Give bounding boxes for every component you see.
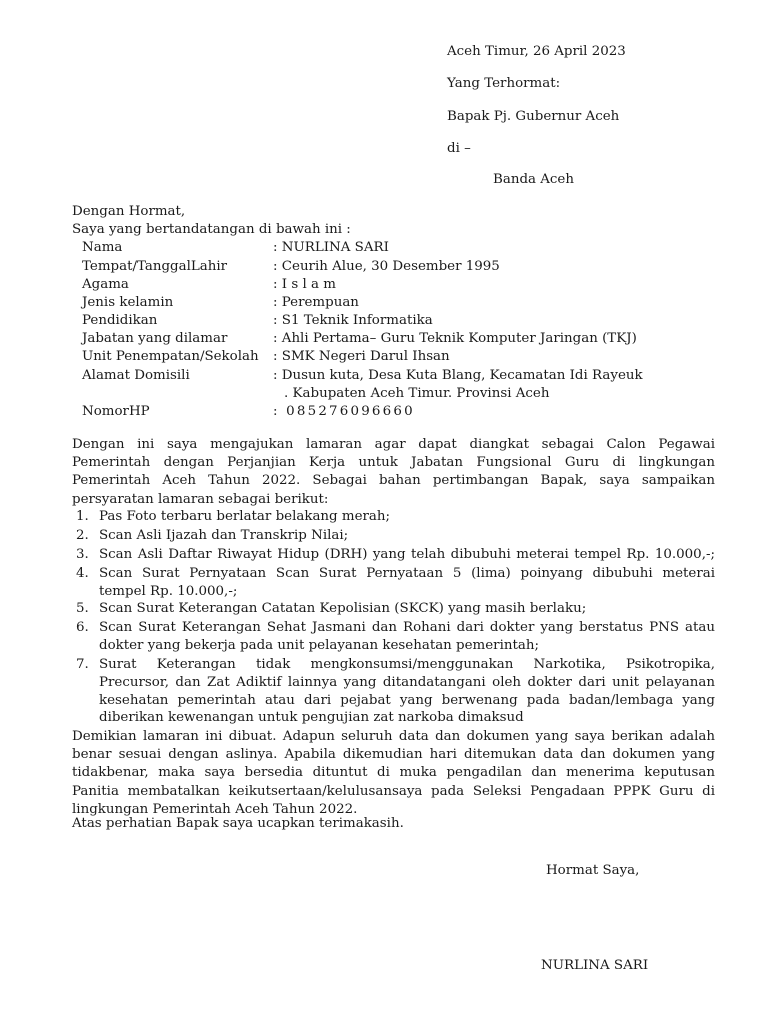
closing-line: benar sesuai dengan aslinya. Apabila dikemudian hari ditemukan data dan dokumen yang bbox=[72, 747, 715, 763]
list-number: 5. bbox=[76, 601, 89, 616]
list-number: 7. bbox=[76, 657, 89, 672]
intro-line: Saya yang bertandatangan di bawah ini : bbox=[72, 222, 351, 237]
list-text: Surat Keterangan tidak mengkonsumsi/menggunakan Narkotika, Psikotropika, Precursor, dan Zat Adiktif lainnya yang ditandatangani oleh dokter dari unit pelayanan kesehatan pemerintah atau dari pejabat yang berwenang pada badan/lembaga yang diberikan kewenangan untuk pengujian zat narkoba dimaksud bbox=[99, 657, 715, 726]
closing-line: Demikian lamaran ini dibuat. Adapun seluruh data dan dokumen yang saya berikan adalah bbox=[72, 729, 715, 744]
list-number: 1. bbox=[76, 509, 89, 524]
body-line: Pemerintah Aceh Tahun 2022. Sebagai bahan pertimbangan Bapak, saya sampaikan bbox=[72, 473, 715, 489]
signature-name: NURLINA SARI bbox=[541, 958, 649, 973]
ttl-value: : Ceurih Alue, 30 Desember 1995 bbox=[273, 259, 500, 274]
agama-label: Agama bbox=[82, 277, 129, 292]
list-number: 2. bbox=[76, 528, 89, 543]
alamat-value-line1: : Dusun kuta, Desa Kuta Blang, Kecamatan Idi Rayeuk bbox=[273, 368, 643, 383]
body-line: Pemerintah dengan Perjanjian Kerja untuk Jabatan Fungsional Guru di lingkungan bbox=[72, 455, 715, 471]
pendidikan-value: : S1 Teknik Informatika bbox=[273, 313, 433, 328]
opening-salutation: Dengan Hormat, bbox=[72, 204, 186, 219]
letter-place-date: Aceh Timur, 26 April 2023 bbox=[447, 44, 626, 59]
ttl-label: Tempat/TanggalLahir bbox=[82, 259, 228, 274]
list-number: 3. bbox=[76, 547, 89, 562]
list-text: Scan Asli Ijazah dan Transkrip Nilai; bbox=[99, 528, 349, 543]
recipient-name: Bapak Pj. Gubernur Aceh bbox=[447, 109, 620, 124]
list-text: Scan Asli Daftar Riwayat Hidup (DRH) yang telah dibubuhi meterai tempel Rp. 10.000,-; bbox=[99, 547, 715, 562]
signature-salutation: Hormat Saya, bbox=[546, 863, 640, 878]
recipient-city: Banda Aceh bbox=[493, 172, 574, 187]
body-paragraph bbox=[72, 436, 715, 509]
hp-label: NomorHP bbox=[82, 404, 150, 419]
alamat-value-line2: . Kabupaten Aceh Timur. Provinsi Aceh bbox=[284, 386, 550, 401]
nama-value: : NURLINA SARI bbox=[273, 240, 389, 255]
list-text: Scan Surat Keterangan Catatan Kepolisian (SKCK) yang masih berlaku; bbox=[99, 601, 587, 616]
list-text: Pas Foto terbaru berlatar belakang merah; bbox=[99, 509, 391, 524]
closing-line: Panitia membatalkan keikutsertaan/kelulusansaya pada Seleksi Pengadaan PPPK Guru di bbox=[72, 783, 715, 799]
nama-label: Nama bbox=[82, 240, 123, 255]
agama-value: : I s l a m bbox=[273, 277, 336, 292]
body-line: persyaratan lamaran sebagai berikut: bbox=[72, 491, 329, 507]
list-number: 4. bbox=[76, 566, 89, 581]
jabatan-label: Jabatan yang dilamar bbox=[82, 331, 228, 346]
list-text: Scan Surat Pernyataan Scan Surat Pernyataan 5 (lima) poinyang dibubuhi meterai tempel Rp. 10.000,-; bbox=[99, 566, 715, 599]
greeting-to: Yang Terhormat: bbox=[447, 76, 561, 91]
jk-value: : Perempuan bbox=[273, 295, 359, 310]
recipient-di: di – bbox=[447, 141, 471, 156]
thanks-line: Atas perhatian Bapak saya ucapkan terimakasih. bbox=[72, 816, 404, 831]
hp-value: : 085276096660 bbox=[273, 404, 415, 419]
pendidikan-label: Pendidikan bbox=[82, 313, 158, 328]
list-number: 6. bbox=[76, 620, 89, 635]
closing-paragraph bbox=[72, 728, 715, 819]
unit-label: Unit Penempatan/Sekolah bbox=[82, 349, 259, 364]
closing-line: lingkungan Pemerintah Aceh Tahun 2022. bbox=[72, 801, 358, 817]
unit-value: : SMK Negeri Darul Ihsan bbox=[273, 349, 450, 364]
closing-line: tidakbenar, maka saya bersedia dituntut di muka pengadilan dan menerima keputusan bbox=[72, 765, 715, 781]
body-line: Dengan ini saya mengajukan lamaran agar dapat diangkat sebagai Calon Pegawai bbox=[72, 437, 715, 452]
jabatan-value: : Ahli Pertama– Guru Teknik Komputer Jaringan (TKJ) bbox=[273, 331, 637, 346]
list-text: Scan Surat Keterangan Sehat Jasmani dan Rohani dari dokter yang berstatus PNS atau dokter yang bekerja pada unit pelayanan kesehatan pemerintah; bbox=[99, 620, 715, 653]
alamat-label: Alamat Domisili bbox=[82, 368, 190, 383]
jk-label: Jenis kelamin bbox=[82, 295, 174, 310]
